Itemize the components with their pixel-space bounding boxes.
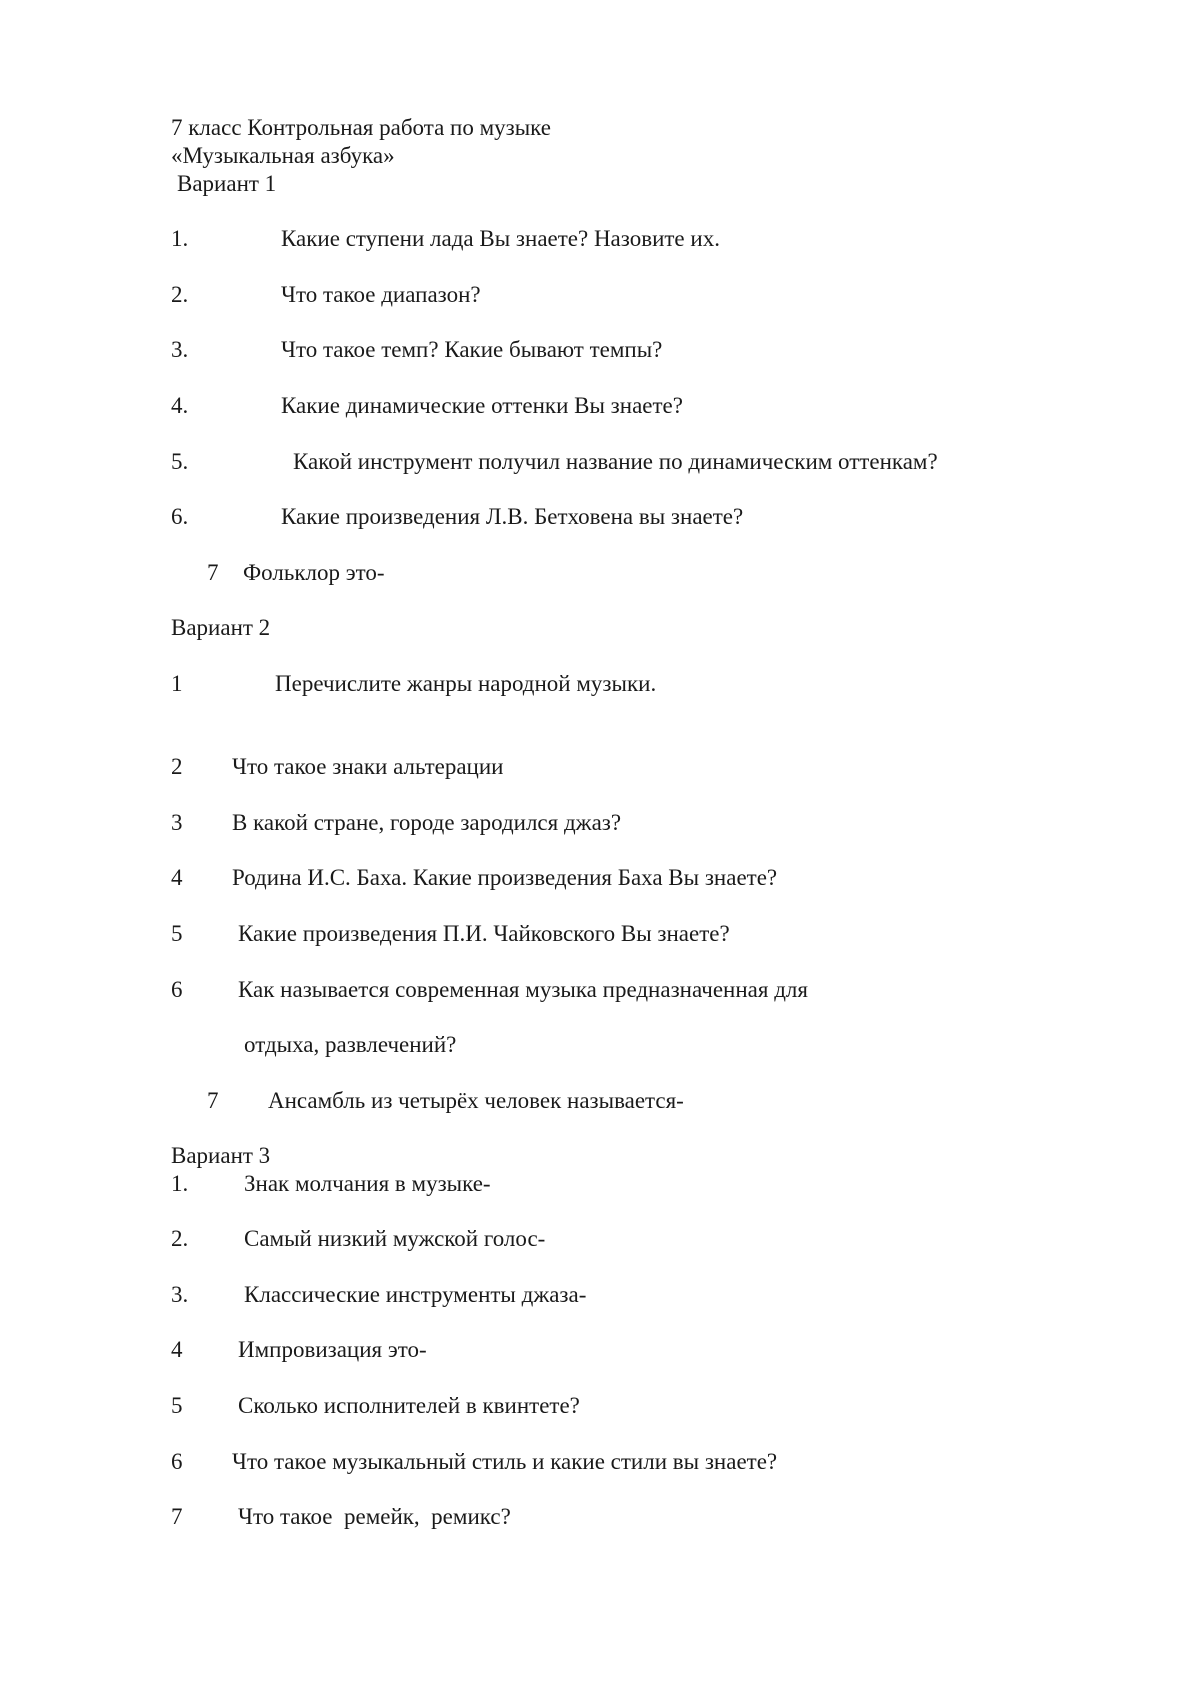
question-number: 4 [171, 1337, 183, 1362]
question-text: Фольклор это- [243, 560, 385, 585]
question-number: 4. [171, 393, 189, 418]
question-number: 1 [171, 671, 183, 696]
question-text: Какие ступени лада Вы знаете? Назовите их. [281, 226, 720, 251]
question-text: Какие произведения П.И. Чайковского Вы знаете? [238, 921, 730, 946]
question-text: В какой стране, городе зародился джаз? [232, 810, 622, 835]
question-number: 7 [207, 560, 219, 585]
question-text: Что такое темп? Какие бывают темпы? [281, 337, 663, 362]
question-text: Сколько исполнителей в квинтете? [238, 1393, 580, 1418]
question-text: Какие произведения Л.В. Бетховена вы знаете? [281, 504, 744, 529]
question-number: 6 [171, 1449, 183, 1474]
question-text: Что такое знаки альтерации [232, 754, 504, 779]
question-number: 5. [171, 449, 189, 474]
question-number: 4 [171, 865, 183, 890]
question-text: Как называется современная музыка предназначенная для [238, 977, 808, 1002]
question-number: 3. [171, 1282, 189, 1307]
question-number: 1. [171, 1171, 189, 1196]
variant-2-title: Вариант 2 [171, 615, 271, 640]
variant-3-title: Вариант 3 [171, 1143, 271, 1168]
question-text: Классические инструменты джаза- [244, 1282, 587, 1307]
question-number: 7 [207, 1088, 219, 1113]
question-number: 3. [171, 337, 189, 362]
question-number: 5 [171, 1393, 183, 1418]
question-number: 5 [171, 921, 183, 946]
question-text: Что такое диапазон? [281, 282, 481, 307]
question-number: 7 [171, 1504, 183, 1529]
question-number: 3 [171, 810, 183, 835]
question-number: 1. [171, 226, 189, 251]
question-number: 2 [171, 754, 183, 779]
question-text-continuation: отдыха, развлечений? [244, 1032, 457, 1057]
variant-1-title: Вариант 1 [177, 171, 277, 196]
question-number: 6 [171, 977, 183, 1002]
question-text: Какие динамические оттенки Вы знаете? [281, 393, 683, 418]
question-text: Ансамбль из четырёх человек называется- [268, 1088, 684, 1113]
question-number: 2. [171, 1226, 189, 1251]
question-number: 6. [171, 504, 189, 529]
question-text: Что такое музыкальный стиль и какие стили вы знаете? [232, 1449, 778, 1474]
question-number: 2. [171, 282, 189, 307]
question-text: Родина И.С. Баха. Какие произведения Баха Вы знаете? [232, 865, 778, 890]
document-subtitle: «Музыкальная азбука» [171, 143, 395, 168]
document-title: 7 класс Контрольная работа по музыке [171, 115, 551, 140]
question-text: Знак молчания в музыке- [244, 1171, 491, 1196]
question-text: Что такое ремейк, ремикс? [238, 1504, 511, 1529]
question-text: Перечислите жанры народной музыки. [275, 671, 657, 696]
question-text: Импровизация это- [238, 1337, 427, 1362]
question-text: Самый низкий мужской голос- [244, 1226, 546, 1251]
question-text: Какой инструмент получил название по динамическим оттенкам? [293, 449, 938, 474]
